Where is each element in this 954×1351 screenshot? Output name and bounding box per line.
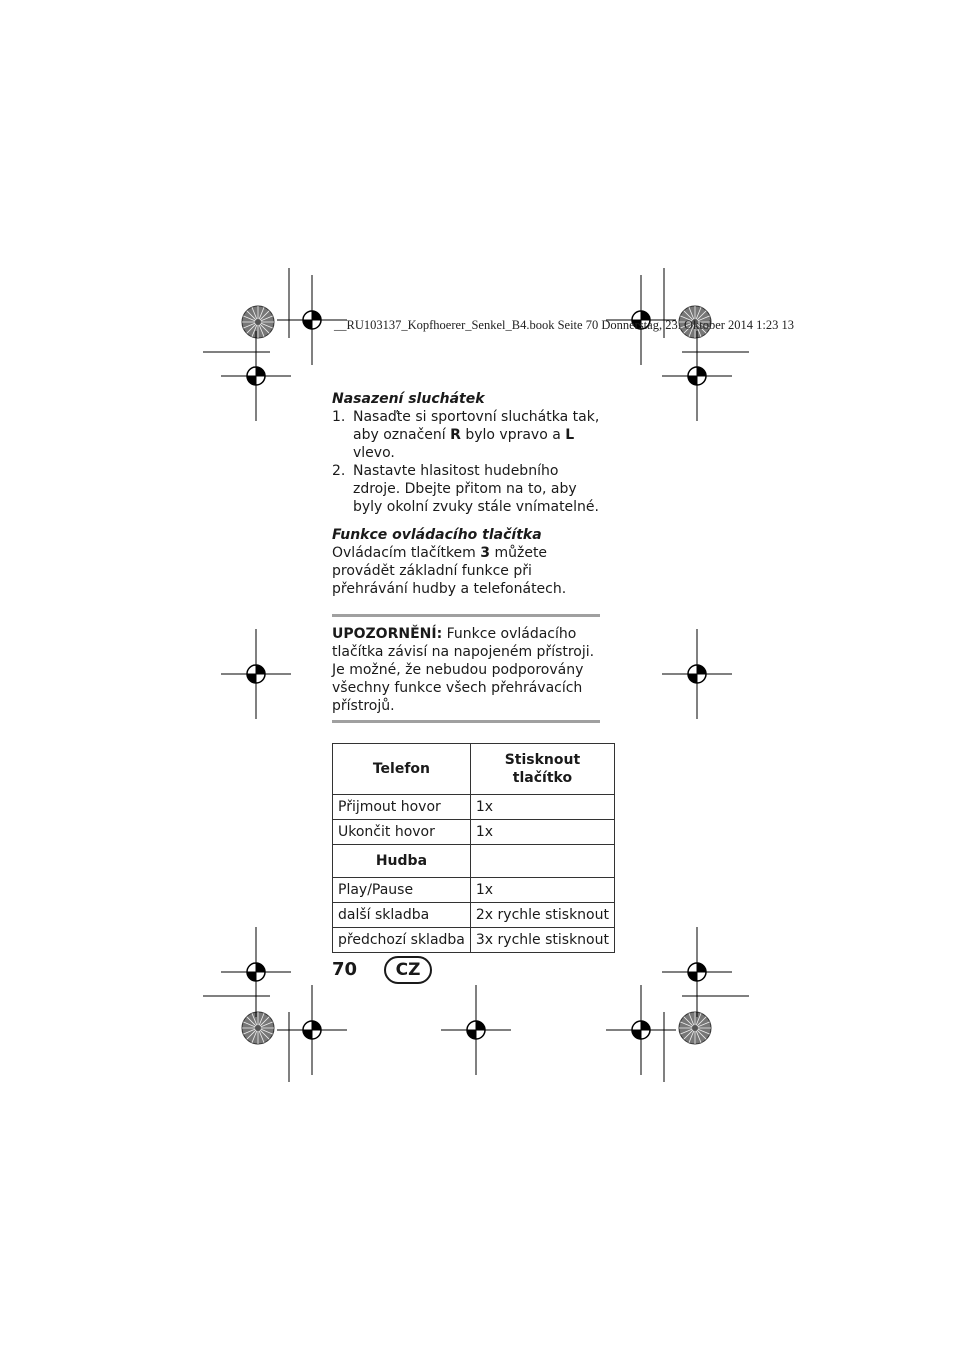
step-text: vlevo. xyxy=(353,445,395,461)
paragraph-bold: 3 xyxy=(480,545,491,561)
table-cell: 1x xyxy=(470,820,614,845)
step-text: Nastavte hlasitost hudebního zdroje. Dbejte přitom na to, aby byly okolní zvuky stále vnímatelné. xyxy=(353,463,599,515)
table-row xyxy=(333,820,615,845)
table-cell: 1x xyxy=(470,878,614,903)
table-cell: Play/Pause xyxy=(333,878,471,903)
table-row xyxy=(333,795,615,820)
table-subheader-cell: Hudba xyxy=(333,845,471,878)
note-text: Funkce ovládacího tlačítka závisí na napojeném přístroji. Je možné, že nebudou podporovány všechny funkce všech přehrávacích přístrojů. xyxy=(332,626,595,714)
paragraph-text: můžete provádět základní funkce při přehrávání hudby a telefonátech. xyxy=(332,545,567,597)
table-row xyxy=(333,878,615,903)
page-number: 70 xyxy=(332,959,358,980)
note-label: UPOZORNĚNÍ: xyxy=(332,626,443,642)
button-function-table xyxy=(332,743,615,953)
step-bold: R xyxy=(450,427,461,443)
page-content xyxy=(332,390,609,953)
step-text: Nasaďte si sportovní sluchátka tak, aby označení xyxy=(353,409,600,443)
step-number: 2. xyxy=(332,463,346,479)
table-cell: Ukončit hovor xyxy=(333,820,471,845)
section-heading-button: Funkce ovládacího tlačítka xyxy=(332,527,542,543)
list-item xyxy=(332,408,600,462)
table-cell xyxy=(470,845,614,878)
steps-list xyxy=(332,408,600,516)
step-text: bylo vpravo a xyxy=(460,427,566,443)
paragraph xyxy=(332,544,600,598)
paragraph-text: Ovládacím tlačítkem xyxy=(332,545,481,561)
table-cell: Přijmout hovor xyxy=(333,795,471,820)
list-item xyxy=(332,462,600,516)
note-box xyxy=(332,614,600,723)
table-cell: 2x rychle stisknout xyxy=(470,903,614,928)
step-number: 1. xyxy=(332,409,346,425)
step-bold: L xyxy=(565,427,575,443)
table-cell: předchozí skladba xyxy=(333,928,471,953)
table-header-cell: Stisknout tlačítko xyxy=(470,744,614,795)
table-cell: další skladba xyxy=(333,903,471,928)
print-header: __RU103137_Kopfhoerer_Senkel_B4.book Seite 70 Donnerstag, 23. Oktober 2014 1:23 13 xyxy=(334,318,795,332)
table-row xyxy=(333,903,615,928)
table-subheader-row xyxy=(333,845,615,878)
table-cell: 1x xyxy=(470,795,614,820)
table-header-row xyxy=(333,744,615,795)
country-badge: CZ xyxy=(384,956,432,984)
table-row xyxy=(333,928,615,953)
table-cell: 3x rychle stisknout xyxy=(470,928,614,953)
section-heading-earphones: Nasazení sluchátek xyxy=(332,391,485,407)
table-header-cell: Telefon xyxy=(333,744,471,795)
